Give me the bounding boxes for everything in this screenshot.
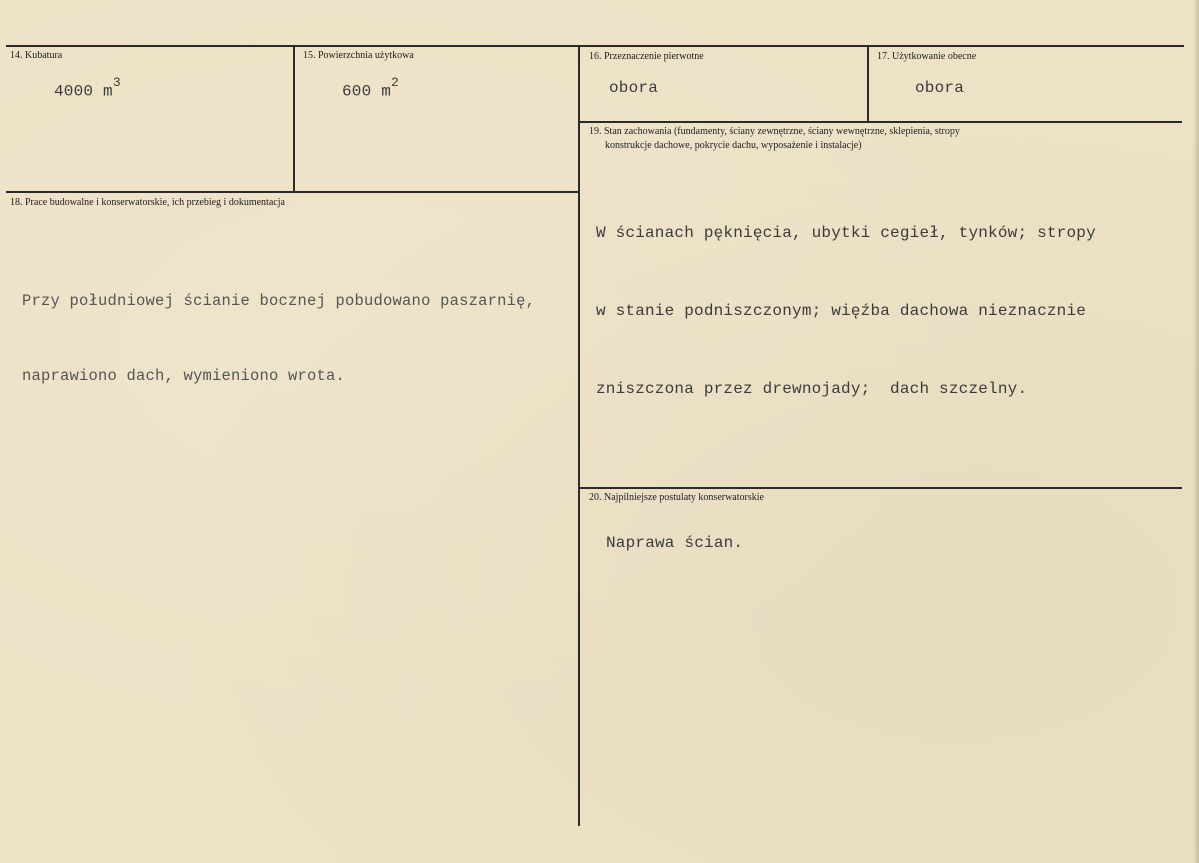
card-edge-shadow: [1193, 0, 1199, 863]
field-18-label: 18. Prace budowalne i konserwatorskie, ich przebieg i dokumentacja: [10, 197, 285, 208]
field-17-label: 17. Użytkowanie obecne: [877, 51, 977, 62]
top-rule: [6, 45, 1184, 47]
divider-16-17: [867, 46, 869, 122]
divider-14-15: [293, 46, 295, 192]
field-14-value: [54, 75, 121, 101]
field-19-label-line1: 19. Stan zachowania (fundamenty, ściany zewnętrzne, ściany wewnętrzne, sklepienia, stropy: [589, 126, 960, 137]
field-19-label-line2: konstrukcje dachowe, pokrycie dachu, wyposażenie i instalacje): [605, 140, 862, 151]
field-16-label: 16. Przeznaczenie pierwotne: [589, 51, 704, 62]
main-center-divider: [578, 46, 580, 826]
field-19-line: zniszczona przez drewnojady; dach szczelny.: [596, 380, 1028, 398]
field-19-text: [596, 168, 1096, 454]
field-15-exponent: 2: [391, 75, 400, 90]
rule-above-field20: [580, 487, 1182, 489]
field-15-value: [342, 75, 400, 101]
field-20-label: 20. Najpilniejsze postulaty konserwatorskie: [589, 492, 764, 503]
rule-under-row1-right: [580, 121, 1182, 123]
field-20-value: Naprawa ścian.: [606, 534, 744, 552]
field-15-number: 600: [342, 82, 372, 101]
field-18-line: naprawiono dach, wymieniono wrota.: [22, 367, 346, 385]
field-14-number: 4000: [54, 82, 94, 101]
field-19-line: W ścianach pęknięcia, ubytki cegieł, tynków; stropy: [596, 224, 1096, 242]
field-16-value: obora: [609, 79, 659, 97]
field-15-unit: m: [381, 82, 392, 101]
field-17-value: obora: [915, 79, 965, 97]
field-18-text: [22, 236, 535, 441]
field-14-exponent: 3: [112, 75, 121, 90]
field-14-unit: m: [103, 82, 113, 101]
field-19-line: w stanie podniszczonym; więźba dachowa nieznacznie: [596, 302, 1087, 320]
field-15-label: 15. Powierzchnia użytkowa: [303, 50, 414, 61]
field-18-line: Przy południowej ścianie bocznej pobudowano paszarnię,: [22, 292, 536, 310]
field-14-label: 14. Kubatura: [10, 50, 63, 61]
